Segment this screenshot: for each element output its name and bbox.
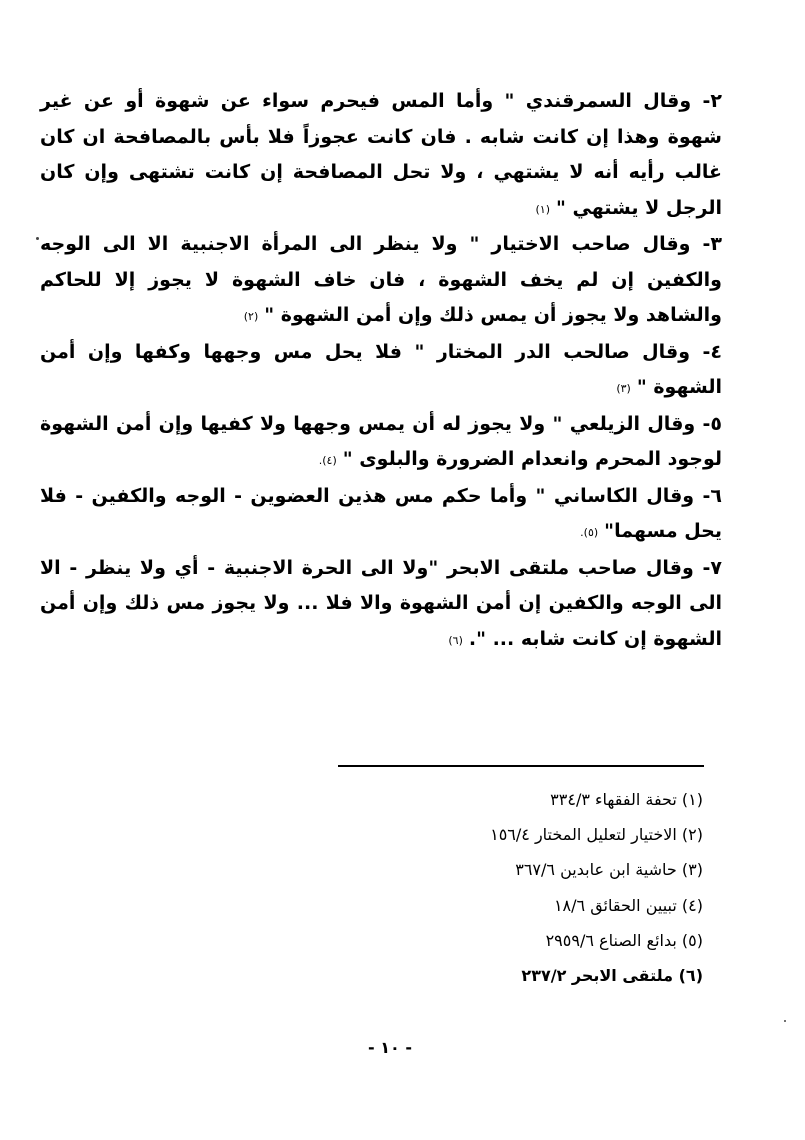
footnote-ref: (٥). [580, 526, 599, 539]
scan-speck [784, 1020, 786, 1022]
footnote-ref: (٢) [243, 310, 259, 323]
main-text [40, 84, 722, 658]
quote-multaqa-abhur [40, 551, 722, 659]
scan-speck [36, 237, 39, 240]
footnote-separator [338, 765, 704, 767]
quote-text: ٥- وقال الزيلعي " ولا يجوز له أن يمس وجهها ولا كفيها وإن أمن الشهوة لوجود المحرم وانعدام الضرورة والبلوى " [40, 412, 722, 470]
quote-text: ٤- وقال صالحب الدر المختار " فلا يحل مس وجهها وكفها وإن أمن الشهوة " [40, 340, 722, 398]
footnote-ref: (١) [535, 202, 550, 216]
footnote-ref: (٤). [318, 454, 337, 467]
footnote-6: (٦) ملتقى الابحر ٢٣٧/٢ [521, 966, 703, 986]
page-number: - ١٠ - [368, 1038, 412, 1057]
quote-durr-mukhtar [40, 335, 722, 407]
footnote-4: (٤) تبيين الحقائق ١٨/٦ [553, 895, 703, 915]
quote-ikhtiyar [40, 227, 722, 335]
quote-text: ٦- وقال الكاساني " وأما حكم مس هذين العضوين - الوجه والكفين - فلا يحل مسهما" [40, 484, 722, 542]
quote-text: ٣- وقال صاحب الاختيار " ولا ينظر الى المرأة الاجنبية الا الى الوجه والكفين إن لم يخف الشهوة ، فان خاف الشهوة لا يجوز إلا للحاكم والشاهد ولا يجوز أن يمس ذلك وإن أمن الشهوة " [40, 233, 722, 326]
footnote-ref: (٣) [616, 382, 631, 395]
footnote-ref: (٦) [448, 633, 463, 647]
quote-samarqandi [40, 84, 722, 227]
quote-kasani [40, 479, 722, 551]
footnotes-list [283, 782, 703, 993]
quote-text: ٧- وقال صاحب ملتقى الابحر "ولا الى الحرة الاجنبية - أي ولا ينظر - الا الى الوجه والكفين إن أمن الشهوة والا فلا ... ولا يجوز مس ذلك وإن أمن الشهوة إن كانت شابه ... ". [40, 556, 722, 650]
footnote-3: (٣) حاشية ابن عابدين ٣٦٧/٦ [515, 860, 703, 880]
footnote-2: (٢) الاختيار لتعليل المختار ١٥٦/٤ [490, 825, 703, 845]
footnote-5: (٥) بدائع الصناع ٢٩٥٩/٦ [545, 930, 703, 950]
quote-text: ٢- وقال السمرقندي " وأما المس فيحرم سواء عن شهوة أو عن غير شهوة وهذا إن كانت شابه . فان كانت عجوزاً فلا بأس بالمصافحة ان كان غالب رأيه أنه لا يشتهي ، ولا تحل المصافحة إن كانت تشتهى وإن كان الرجل لا يشتهي " [40, 90, 722, 219]
footnote-1: (١) تحفة الفقهاء ٣٣٤/٣ [550, 790, 703, 809]
quote-zaylai [40, 407, 722, 479]
